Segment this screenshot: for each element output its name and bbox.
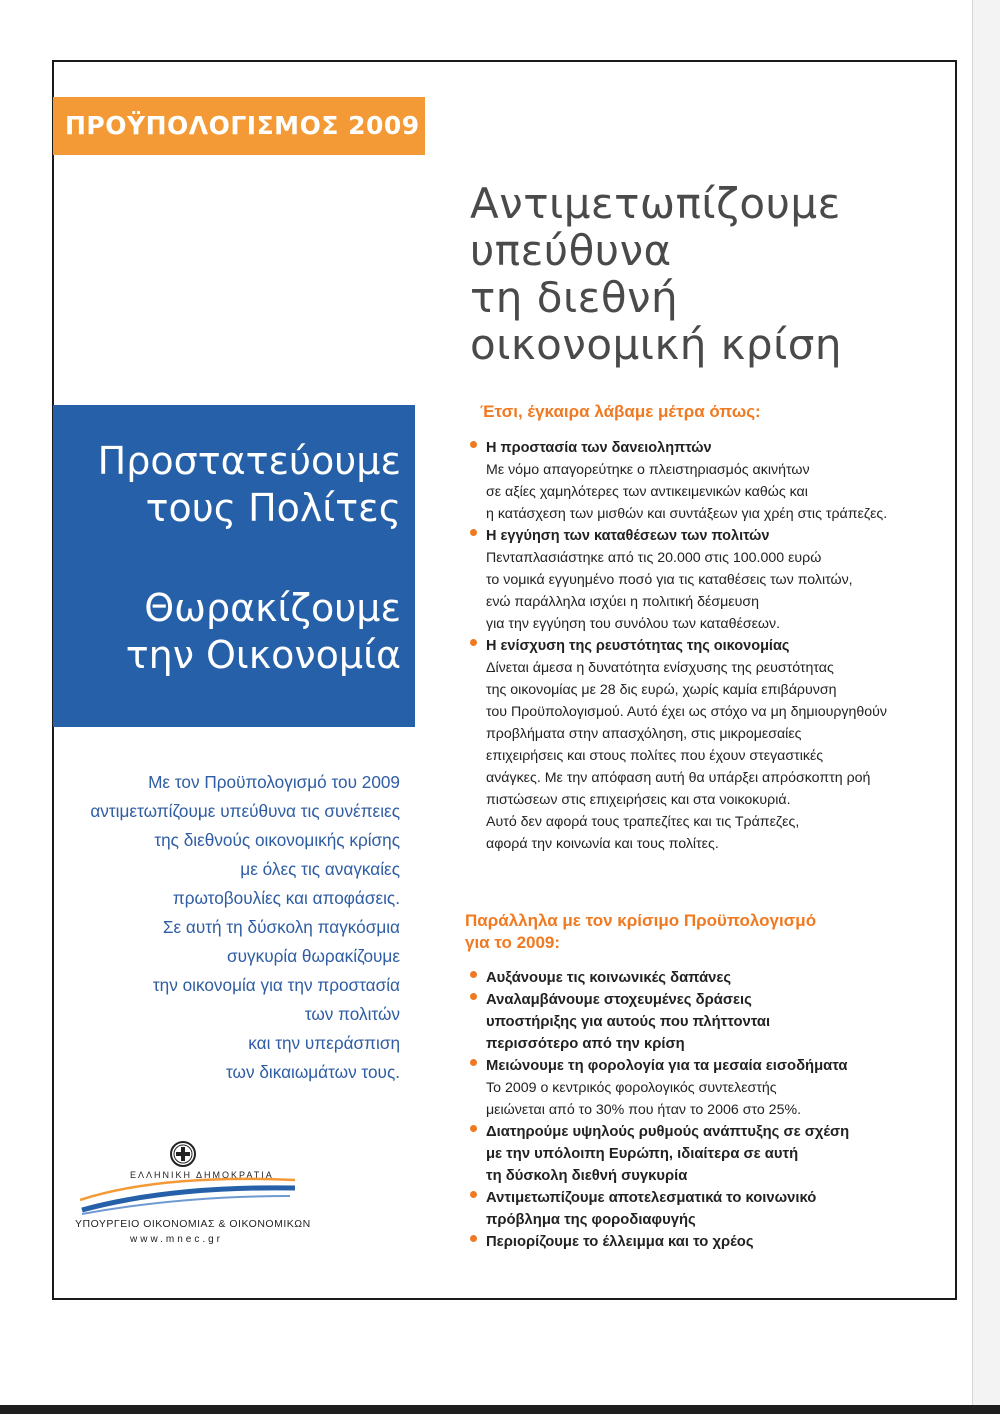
title-line: Αυξάνουμε τις κοινωνικές δαπάνες xyxy=(486,970,732,986)
text-line: σε αξίες χαμηλότερες των αντικειμενικών καθώς και xyxy=(486,484,808,500)
text-line: της οικονομίας με 28 δις ευρώ, χωρίς καμία επιβάρυνση xyxy=(486,682,837,698)
heading-line: Παράλληλα με τον κρίσιμο Προϋπολογισμό xyxy=(465,911,817,930)
item-text xyxy=(486,657,950,855)
title-line: με την υπόλοιπη Ευρώπη, ιδιαίτερα σε αυτή xyxy=(486,1146,799,1162)
title-line: υποστήριξης για αυτούς που πλήττονται xyxy=(486,1014,771,1030)
title-line: Διατηρούμε υψηλούς ρυθμούς ανάπτυξης σε σχέση xyxy=(486,1124,850,1140)
website-url[interactable]: www.mnec.gr xyxy=(130,1234,224,1245)
bullet-icon xyxy=(470,1235,477,1242)
bullet-icon xyxy=(470,1059,477,1066)
text-line: Πενταπλασιάστηκε από τις 20.000 στις 100.000 ευρώ xyxy=(486,550,822,566)
intro-line: την οικονομία για την προστασία xyxy=(152,975,400,995)
item-text xyxy=(486,459,950,525)
list-item xyxy=(470,635,950,855)
heading-line: για το 2009: xyxy=(465,933,561,952)
bullet-icon xyxy=(470,529,477,536)
intro-line: των δικαιωμάτων τους. xyxy=(225,1062,400,1082)
intro-line: Με τον Προϋπολογισμό του 2009 xyxy=(148,772,400,792)
measures-heading: Έτσι, έγκαιρα λάβαμε μέτρα όπως: xyxy=(480,402,761,421)
list-item xyxy=(470,989,950,1055)
intro-line: και την υπεράσπιση xyxy=(248,1033,400,1053)
intro-paragraph xyxy=(58,768,400,1087)
item-title xyxy=(486,1121,950,1187)
intro-line: πρωτοβουλίες και αποφάσεις. xyxy=(172,888,400,908)
title-line: Αντιμετωπίζουμε αποτελεσματικά το κοινωνικό xyxy=(486,1190,817,1206)
budget-list xyxy=(470,967,950,1253)
item-title: Η ενίσχυση της ρευστότητας της οικονομίας xyxy=(486,638,790,654)
list-item xyxy=(470,1121,950,1187)
text-line: ενώ παράλληλα ισχύει η πολιτική δέσμευση xyxy=(486,594,759,610)
slogan-line: Προστατεύουμε xyxy=(97,439,401,483)
text-line: Αυτό δεν αφορά τους τραπεζίτες και τις Τράπεζες, xyxy=(486,814,800,830)
bullet-icon xyxy=(470,639,477,646)
sheet-edge xyxy=(972,0,1000,1414)
list-item xyxy=(470,1231,950,1253)
text-line: το νομικά εγγυημένο ποσό για τις καταθέσεις των πολιτών, xyxy=(486,572,853,588)
item-title: Η προστασία των δανειοληπτών xyxy=(486,440,712,456)
measures-list xyxy=(470,437,950,855)
item-text xyxy=(486,1077,950,1121)
ministry-logo xyxy=(75,1140,380,1260)
text-line: Το 2009 ο κεντρικός φορολογικός συντελεστής xyxy=(486,1080,777,1096)
item-title xyxy=(486,1231,950,1253)
text-line: η κατάσχεση των μισθών και συντάξεων για χρέη στις τράπεζες. xyxy=(486,506,888,522)
intro-line: με όλες τις αναγκαίες xyxy=(240,859,400,879)
item-title xyxy=(486,1055,950,1077)
logo-swoosh xyxy=(80,1166,300,1216)
text-line: για την εγγύηση του συνόλου των καταθέσεων. xyxy=(486,616,781,632)
bullet-icon xyxy=(470,1125,477,1132)
headline-line: τη διεθνή xyxy=(470,273,679,322)
budget-heading xyxy=(465,910,816,954)
title-line: πρόβλημα της φοροδιαφυγής xyxy=(486,1212,696,1228)
intro-line: των πολιτών xyxy=(304,1004,400,1024)
list-item xyxy=(470,1055,950,1121)
headline-line: υπεύθυνα xyxy=(470,226,672,275)
bullet-icon xyxy=(470,1191,477,1198)
item-title xyxy=(486,1187,950,1231)
slogan-line: την Οικονομία xyxy=(125,633,401,677)
text-line: πιστώσεων στις επιχειρήσεις και στα νοικοκυριά. xyxy=(486,792,791,808)
budget-banner: ΠΡΟΫΠΟΛΟΓΙΣΜΟΣ 2009 xyxy=(53,97,425,155)
title-line: περισσότερο από την κρίση xyxy=(486,1036,685,1052)
slogan-line: Θωρακίζουμε xyxy=(144,586,401,630)
list-item xyxy=(470,967,950,989)
text-line: του Προϋπολογισμού. Αυτό έχει ως στόχο να μη δημιουργηθούν xyxy=(486,704,888,720)
slogan-line: τους Πολίτες xyxy=(145,486,401,530)
text-line: προβλήματα στην απασχόληση, στις μικρομεσαίες xyxy=(486,726,802,742)
greek-emblem-icon xyxy=(169,1140,197,1168)
text-line: αφορά την κοινωνία και τους πολίτες. xyxy=(486,836,719,852)
intro-line: αντιμετωπίζουμε υπεύθυνα τις συνέπειες xyxy=(90,801,400,821)
headline xyxy=(470,180,890,368)
text-line: μειώνεται από το 30% που ήταν το 2006 στο 25%. xyxy=(486,1102,802,1118)
item-title xyxy=(486,967,950,989)
title-line: Αναλαμβάνουμε στοχευμένες δράσεις xyxy=(486,992,752,1008)
list-item xyxy=(470,437,950,525)
item-title: Η εγγύηση των καταθέσεων των πολιτών xyxy=(486,528,770,544)
text-line: Με νόμο απαγορεύτηκε ο πλειστηριασμός ακινήτων xyxy=(486,462,810,478)
headline-line: Αντιμετωπίζουμε xyxy=(470,179,841,228)
list-item xyxy=(470,525,950,635)
slogan-citizens xyxy=(98,438,401,532)
text-line: ανάγκες. Με την απόφαση αυτή θα υπάρξει απρόσκοπτη ροή xyxy=(486,770,871,786)
intro-line: της διεθνούς οικονομικής κρίσης xyxy=(154,830,400,850)
bullet-icon xyxy=(470,993,477,1000)
slogan-economy xyxy=(126,585,401,679)
bullet-icon xyxy=(470,441,477,448)
title-line: Περιορίζουμε το έλλειμμα και το χρέος xyxy=(486,1234,754,1250)
item-title xyxy=(486,989,950,1055)
bullet-icon xyxy=(470,971,477,978)
ministry-name: ΥΠΟΥΡΓΕΙΟ ΟΙΚΟΝΟΜΙΑΣ & ΟΙΚΟΝΟΜΙΚΩΝ xyxy=(75,1218,311,1230)
intro-line: συγκυρία θωρακίζουμε xyxy=(227,946,400,966)
text-line: Δίνεται άμεσα η δυνατότητα ενίσχυσης της ρευστότητας xyxy=(486,660,834,676)
intro-line: Σε αυτή τη δύσκολη παγκόσμια xyxy=(162,917,400,937)
list-item xyxy=(470,1187,950,1231)
title-line: τη δύσκολη διεθνή συγκυρία xyxy=(486,1168,688,1184)
scan-border xyxy=(0,1405,1000,1414)
item-text xyxy=(486,547,950,635)
headline-line: οικονομική κρίση xyxy=(470,320,843,369)
republic-label: ΕΛΛΗΝΙΚΗ ΔΗΜΟΚΡΑΤΙΑ xyxy=(130,1170,274,1180)
title-line: Μειώνουμε τη φορολογία για τα μεσαία εισοδήματα xyxy=(486,1058,848,1074)
text-line: επιχειρήσεις και στους πολίτες που έχουν στεγαστικές xyxy=(486,748,824,764)
slogan-box xyxy=(53,405,415,727)
